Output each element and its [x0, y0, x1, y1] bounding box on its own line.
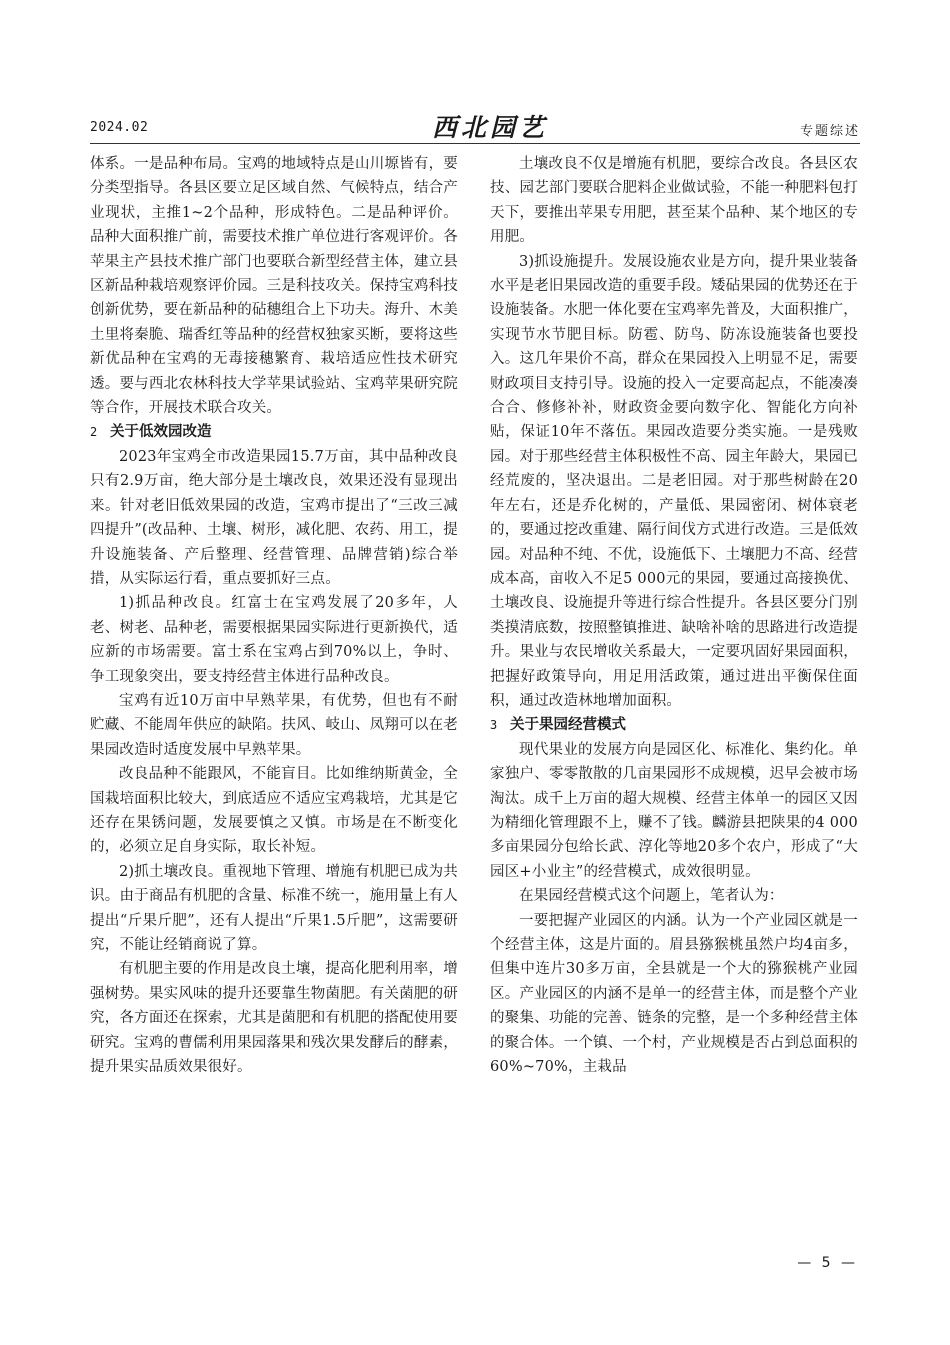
right-column [490, 152, 858, 1079]
paragraph: 有机肥主要的作用是改良土壤，提高化肥利用率，增强树势。果实风味的提升还要靠生物菌肥。有关菌肥的研究，各方面还在探索，尤其是菌肥和有机肥的搭配使用要研究。宝鸡的曹儒利用果园落果和残次果发酵后的酵素，提升果实品质效果很好。 [90, 961, 458, 1076]
section-number: 2 [90, 425, 98, 440]
paragraph: 2)抓土壤改良。重视地下管理、增施有机肥已成为共识。由于商品有机肥的含量、标准不统一，施用量上有人提出“斤果斤肥”，还有人提出“斤果1.5斤肥”，这需要研究，不能让经销商说了算。 [90, 863, 458, 953]
paragraph: 1)抓品种改良。红富士在宝鸡发展了20多年，人老、树老、品种老，需要根据果园实际进行更新换代，适应新的市场需要。富士系在宝鸡占到70%以上，争时、争工现象突出，要支持经营主体进行品种改良。 [90, 595, 458, 685]
paragraph: 现代果业的发展方向是园区化、标准化、集约化。单家独户、零零散散的几亩果园形不成规模，迟早会被市场淘汰。成千上万亩的超大规模、经营主体单一的园区又因为精细化管理跟不上，赚不了钱。麟游县把陕果的4 000多亩果园分包给长武、淳化等地20多个农户，形成了“大园区+小业主”的经营模式，成效很明显。 [490, 741, 858, 880]
section-heading-3 [490, 713, 858, 737]
header-rule [90, 143, 860, 144]
page-header [90, 108, 860, 144]
section-title: 关于果园经营模式 [510, 717, 626, 734]
page-number: — 5 — [797, 1255, 858, 1271]
section-number: 3 [490, 718, 498, 733]
issue-date: 2024.02 [90, 120, 149, 135]
paragraph: 宝鸡有近10万亩中早熟苹果，有优势，但也有不耐贮藏、不能周年供应的缺陷。扶风、岐山、凤翔可以在老果园改造时适度发展中早熟苹果。 [90, 692, 458, 758]
section-heading-2 [90, 420, 458, 444]
left-column [90, 152, 458, 1079]
section-title: 关于低效园改造 [110, 424, 212, 441]
paragraph: 改良品种不能跟风，不能盲目。比如维纳斯黄金，全国栽培面积比较大，到底适应不适应宝鸡栽培，尤其是它还存在果锈问题，发展要慎之又慎。市场是在不断变化的，必须立足自身实际，取长补短。 [90, 766, 458, 856]
section-label: 专题综述 [799, 124, 860, 139]
paragraph: 一要把握产业园区的内涵。认为一个产业园区就是一个经营主体，这是片面的。眉县猕猴桃虽然户均4亩多，但集中连片30多万亩，全县就是一个大的猕猴桃产业园区。产业园区的内涵不是单一的经营主体，而是整个产业的聚集、功能的完善、链条的完整，是一个多种经营主体的聚合体。一个镇、一个村，产业规模是否占到总面积的60%~70%，主栽品 [490, 912, 858, 1076]
paragraph: 2023年宝鸡全市改造果园15.7万亩，其中品种改良只有2.9万亩，绝大部分是土壤改良，效果还没有显现出来。针对老旧低效果园的改造，宝鸡市提出了“三改三减四提升”(改品种、土壤、树形，减化肥、农药、用工，提升设施装备、产后整理、经营管理、品牌营销)综合举措，从实际运行看，重点要抓好三点。 [90, 448, 458, 587]
paragraph: 3)抓设施提升。发展设施农业是方向，提升果业装备水平是老旧果园改造的重要手段。矮砧果园的优势还在于设施装备。水肥一体化要在宝鸡率先普及，大面积推广，实现节水节肥目标。防雹、防鸟、防冻设施装备也要投入。这几年果价不高，群众在果园投入上明显不足，需要财政项目支持引导。设施的投入一定要高起点，不能凑凑合合、修修补补，财政资金要向数字化、智能化方向补贴，保证10年不落伍。果园改造要分类实施。一是残败园。对于那些经营主体积极性不高、园主年龄大，果园已经荒废的，坚决退出。二是老旧园。对于那些树龄在20年左右，还是乔化树的，产量低、果园密闭、树体衰老的，要通过挖改重建、隔行间伐方式进行改造。三是低效园。对品种不纯、不优，设施低下、土壤肥力不高、经营成本高，亩收入不足5 000元的果园，要通过高接换优、土壤改良、设施提升等进行综合性提升。各县区要分门别类摸清底数，按照整镇推进、缺啥补啥的思路进行改造提升。果业与农民增收关系最大，一定要巩固好果园面积，把握好政策导向，用足用活政策，通过进出平衡保住面积，通过改造林地增加面积。 [490, 253, 858, 709]
paragraph: 在果园经营模式这个问题上，笔者认为： [519, 888, 784, 905]
journal-logo: 西北园艺 [431, 113, 548, 142]
paragraph: 体系。一是品种布局。宝鸡的地域特点是山川塬皆有，要分类型指导。各县区要立足区域自然、气候特点，结合产业现状，主推1~2个品种，形成特色。二是品种评价。品种大面积推广前，需要技术推广单位进行客观评价。各苹果主产县技术推广部门也要联合新型经营主体，建立县区新品种栽培观察评价园。三是科技攻关。保持宝鸡科技创新优势，要在新品种的砧穗组合上下功夫。海升、木美土里将秦脆、瑞香红等品种的经营权独家买断，要将这些新优品种在宝鸡的无毒接穗繁育、栽培适应性技术研究透。要与西北农林科技大学苹果试验站、宝鸡苹果研究院等合作，开展技术联合攻关。 [90, 156, 458, 417]
paragraph: 土壤改良不仅是增施有机肥，要综合改良。各县区农技、园艺部门要联合肥料企业做试验，不能一种肥料包打天下，要推出苹果专用肥，甚至某个品种、某个地区的专用肥。 [490, 156, 858, 246]
